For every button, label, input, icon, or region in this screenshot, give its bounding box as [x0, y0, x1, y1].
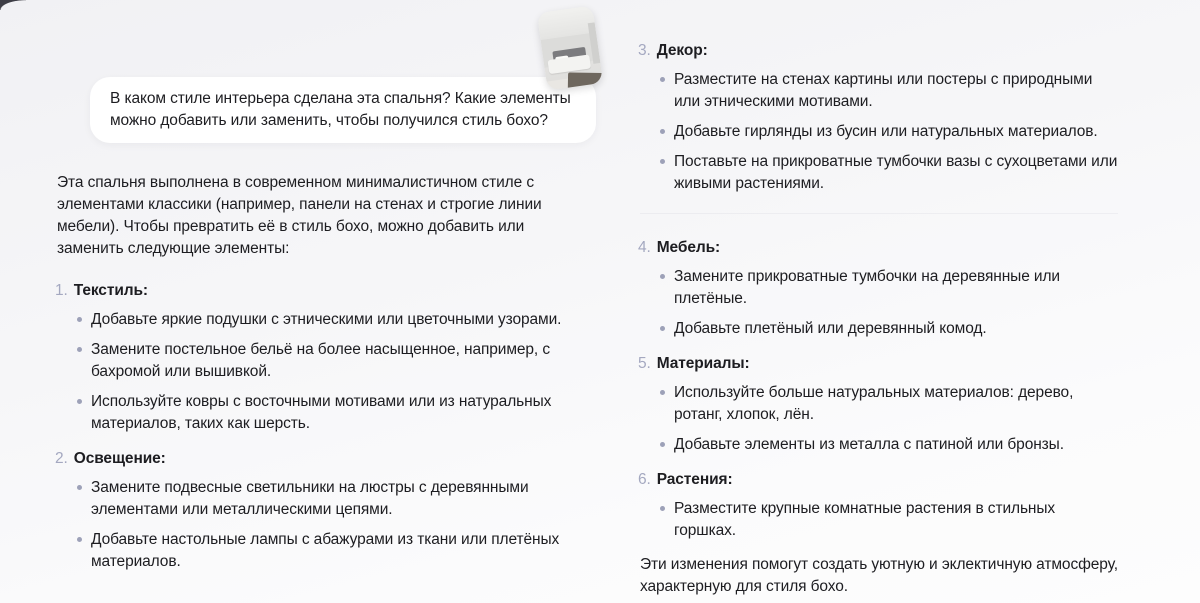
bullet-item	[77, 391, 563, 435]
bullet-text: Добавьте яркие подушки с этническими или цветочными узорами.	[91, 311, 562, 328]
section-heading	[638, 469, 1118, 491]
bullet-text: Добавьте гирлянды из бусин или натуральных материалов.	[674, 123, 1098, 140]
section-title: Растения:	[656, 471, 733, 488]
answer-sections-right	[640, 40, 1118, 542]
bullet-list	[640, 382, 1118, 456]
bullet-dot-icon	[77, 347, 82, 352]
section-number: 5.	[638, 355, 651, 372]
section-number: 3.	[638, 42, 651, 59]
list-section	[640, 40, 1118, 195]
section-heading	[55, 280, 563, 302]
section-title: Текстиль:	[73, 282, 148, 299]
section-number: 1.	[55, 282, 68, 299]
section-title: Освещение:	[73, 450, 166, 467]
user-message-text: В каком стиле интерьера сделана эта спальня? Какие элементы можно добавить или заменить, чтобы получился стиль бохо?	[110, 90, 571, 129]
bullet-text: Используйте ковры с восточными мотивами или из натуральных материалов, таких как шерсть.	[91, 393, 552, 432]
bullet-text: Разместите крупные комнатные растения в стильных горшках.	[674, 500, 1056, 539]
bullet-item	[660, 318, 1118, 340]
bullet-dot-icon	[77, 317, 82, 322]
bullet-dot-icon	[660, 442, 665, 447]
bullet-text: Используйте больше натуральных материалов: дерево, ротанг, хлопок, лён.	[674, 384, 1074, 423]
bullet-dot-icon	[77, 485, 82, 490]
section-title: Декор:	[656, 42, 708, 59]
bullet-item	[660, 498, 1118, 542]
bullet-dot-icon	[660, 506, 665, 511]
section-heading	[638, 40, 1118, 62]
list-section	[57, 448, 563, 573]
list-section	[640, 213, 1118, 340]
bullet-item	[77, 529, 563, 573]
bullet-item	[77, 339, 563, 383]
bullet-text: Добавьте элементы из металла с патиной или бронзы.	[674, 436, 1064, 453]
bullet-dot-icon	[660, 326, 665, 331]
bullet-dot-icon	[660, 274, 665, 279]
user-message-bubble	[90, 77, 596, 143]
list-section	[640, 469, 1118, 542]
window-corner	[0, 0, 26, 10]
bullet-list	[640, 498, 1118, 542]
section-number: 2.	[55, 450, 68, 467]
bullet-item	[660, 266, 1118, 310]
bullet-dot-icon	[660, 129, 665, 134]
bullet-text: Замените подвесные светильники на люстры с деревянными элементами или металлическими цепями.	[91, 479, 529, 518]
answer-sections-left	[57, 280, 563, 573]
bullet-dot-icon	[77, 537, 82, 542]
answer-outro: Эти изменения помогут создать уютную и эклектичную атмосферу, характерную для стиля бохо.	[640, 556, 1118, 595]
bullet-text: Замените прикроватные тумбочки на деревянные или плетёные.	[674, 268, 1060, 307]
bullet-text: Добавьте плетёный или деревянный комод.	[674, 320, 987, 337]
bullet-item	[77, 309, 563, 331]
bullet-text: Замените постельное бельё на более насыщенное, например, с бахромой или вышивкой.	[91, 341, 550, 380]
bullet-dot-icon	[660, 390, 665, 395]
bullet-item	[660, 434, 1118, 456]
bullet-list	[640, 266, 1118, 340]
list-section	[57, 280, 563, 435]
bullet-item	[660, 121, 1118, 143]
bullet-item	[660, 69, 1118, 113]
bullet-text: Поставьте на прикроватные тумбочки вазы с сухоцветами или живыми растениями.	[674, 153, 1118, 192]
section-number: 4.	[638, 239, 651, 256]
bullet-dot-icon	[77, 399, 82, 404]
section-heading	[638, 353, 1118, 375]
bullet-list	[57, 309, 563, 435]
bullet-list	[57, 477, 563, 573]
section-heading	[638, 237, 1118, 259]
answer-intro: Эта спальня выполнена в современном минималистичном стиле с элементами классики (например, панели на стенах и строгие линии мебели). Чтобы превратить её в стиль бохо, можно добавить или заменить следующие элементы:	[57, 174, 542, 257]
section-title: Материалы:	[656, 355, 750, 372]
section-number: 6.	[638, 471, 651, 488]
bullet-item	[660, 382, 1118, 426]
section-heading	[55, 448, 563, 470]
bullet-list	[640, 69, 1118, 195]
bullet-dot-icon	[660, 159, 665, 164]
answer-column-left	[57, 172, 563, 581]
attachment-image[interactable]	[537, 5, 603, 90]
bullet-text: Разместите на стенах картины или постеры с природными или этническими мотивами.	[674, 71, 1093, 110]
bullet-dot-icon	[660, 77, 665, 82]
section-title: Мебель:	[656, 239, 721, 256]
bullet-item	[660, 151, 1118, 195]
answer-column-right	[640, 40, 1118, 598]
bullet-text: Добавьте настольные лампы с абажурами из ткани или плетёных материалов.	[91, 531, 560, 570]
list-section	[640, 353, 1118, 456]
bullet-item	[77, 477, 563, 521]
